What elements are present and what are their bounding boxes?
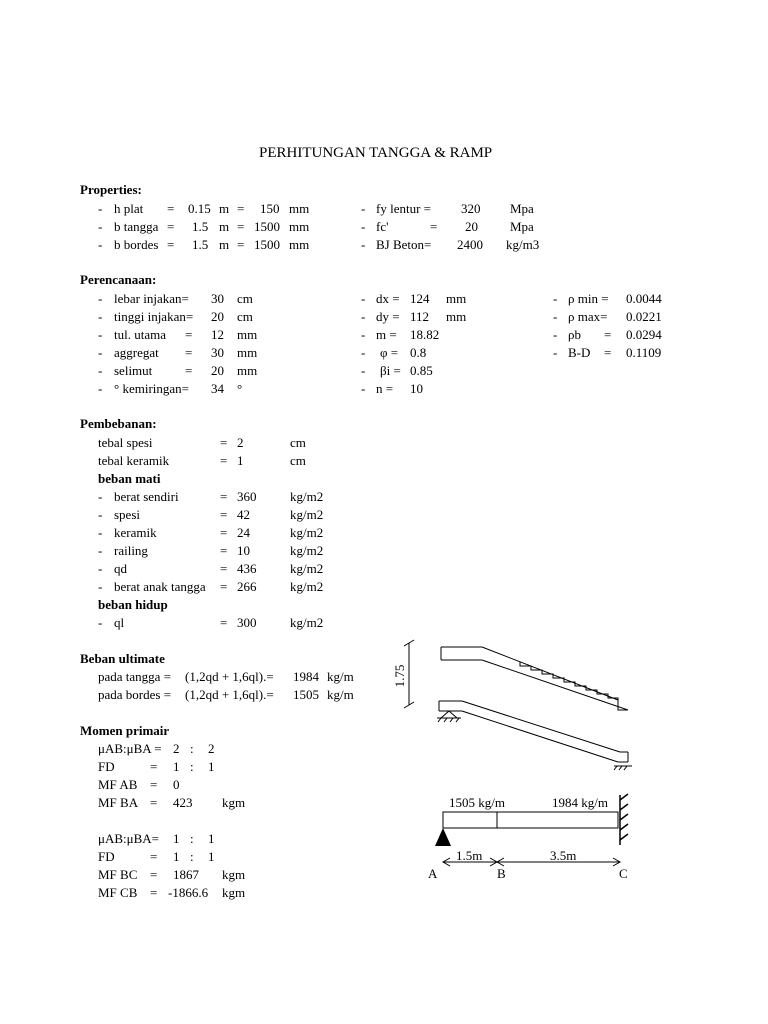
height-dimension-label: 1.75 bbox=[392, 664, 407, 688]
page-title: PERHITUNGAN TANGGA & RAMP bbox=[259, 145, 493, 161]
load-right-label: 1984 kg/m bbox=[552, 795, 608, 810]
momen-primair-heading: Momen primair bbox=[80, 723, 170, 738]
node-c-label: C bbox=[619, 866, 628, 881]
pin-support-icon bbox=[435, 828, 451, 846]
span-left-label: 1.5m bbox=[456, 848, 483, 863]
perencanaan-heading: Perencanaan: bbox=[80, 272, 157, 287]
beban-ultimate-heading: Beban ultimate bbox=[80, 651, 165, 666]
stair-lower-flight bbox=[439, 701, 632, 770]
beban-mati-heading: beban mati bbox=[98, 471, 161, 486]
span-right-label: 3.5m bbox=[550, 848, 577, 863]
stair-upper-flight bbox=[441, 647, 628, 710]
properties-heading: Properties: bbox=[80, 182, 142, 197]
pembebanan-heading: Pembebanan: bbox=[80, 416, 157, 431]
node-a-label: A bbox=[428, 866, 438, 881]
beam-diagram bbox=[428, 794, 628, 881]
fixed-support-icon bbox=[620, 794, 628, 845]
beam-body bbox=[443, 812, 618, 828]
load-left-label: 1505 kg/m bbox=[449, 795, 505, 810]
pin-support-icon bbox=[437, 711, 461, 722]
node-b-label: B bbox=[497, 866, 506, 881]
beban-hidup-heading: beban hidup bbox=[98, 597, 168, 612]
